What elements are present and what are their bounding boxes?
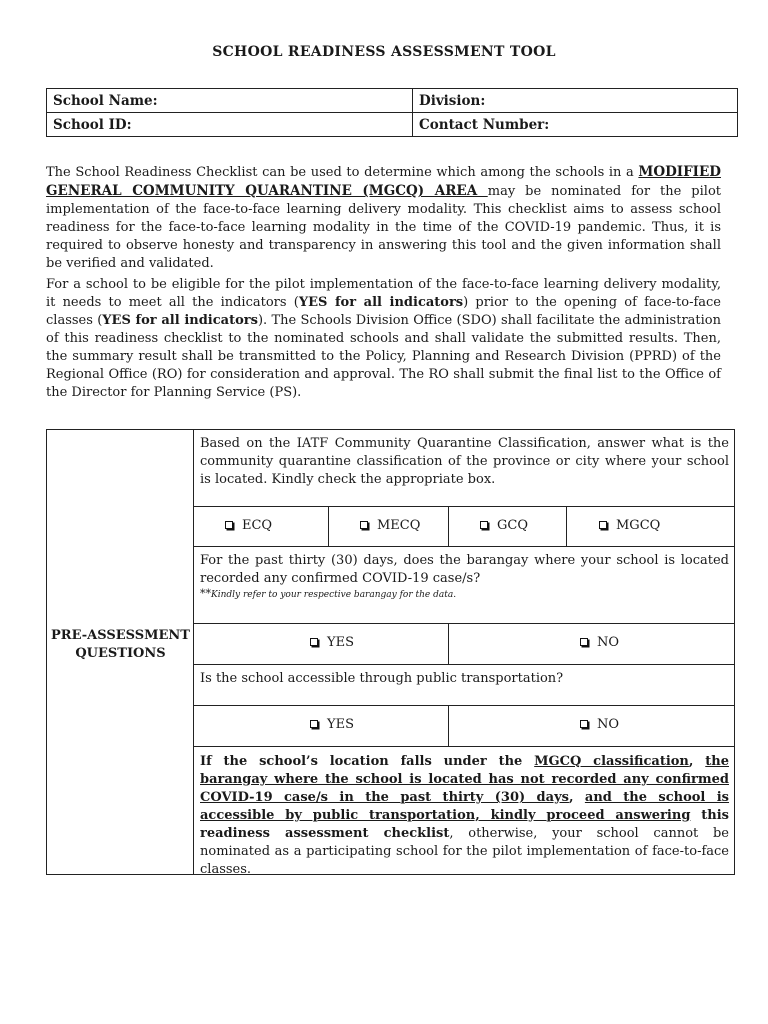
document-title: SCHOOL READINESS ASSESSMENT TOOL <box>212 44 556 60</box>
q3-no-label: NO <box>597 717 620 732</box>
q3-yes-label: YES <box>327 717 354 732</box>
instruction-row <box>194 747 734 876</box>
option-mecq-cell[interactable] <box>329 507 449 546</box>
intro-text-2: may be nominated for the pilot implementation of the face-to-face learning delivery modality. This checklist aims to assess school readiness for the face-to-face learning modality in the time of the COVID-19 pandemic. Thus, it is required to observe honesty and transparency in answering this tool and the given information shall be verified and validated. <box>46 184 721 271</box>
pre-assessment-label: PRE-ASSESSMENT QUESTIONS <box>51 628 190 661</box>
school-name-field[interactable]: School Name: <box>47 89 413 113</box>
question-2-options-row <box>194 624 734 665</box>
q2-no-label: NO <box>597 635 620 650</box>
elig-text-1: For a school to be eligible for the pilot implementation of the face-to-face learning delivery modality, it needs to meet all the indicators ( <box>46 277 721 310</box>
question-2-note: **Kindly refer to your respective barangay for the data. <box>200 587 457 600</box>
question-3-options-row <box>194 706 734 747</box>
option-mgcq-label: MGCQ <box>616 518 661 533</box>
option-mecq-label: MECQ <box>377 518 421 533</box>
q3-yes-cell[interactable] <box>194 706 449 746</box>
question-2-row <box>194 547 734 624</box>
checkbox-icon[interactable] <box>360 521 368 529</box>
q2-yes-cell[interactable] <box>194 624 449 664</box>
question-1-options-row <box>194 507 734 547</box>
instruction-text: If the school’s location falls under the MGCQ classification, the barangay where the school is located has not recorded any confirmed COVID-19 case/s in the past thirty (30) days, and the school is accessible by public transportation, kindly proceed answering this readiness assessment checklist, otherwise, your school cannot be nominated as a participating school for the pilot implementation of face-to-face classes. <box>200 754 730 877</box>
option-mgcq-cell[interactable] <box>567 507 734 546</box>
checkbox-icon[interactable] <box>580 638 588 646</box>
division-field[interactable]: Division: <box>413 89 738 113</box>
q2-no-cell[interactable] <box>449 624 734 664</box>
checkbox-icon[interactable] <box>225 521 233 529</box>
checkbox-icon[interactable] <box>580 720 588 728</box>
school-id-field[interactable]: School ID: <box>47 113 413 137</box>
option-gcq-label: GCQ <box>497 518 528 533</box>
q2-yes-label: YES <box>327 635 354 650</box>
option-gcq-cell[interactable] <box>449 507 567 546</box>
elig-yes-emphasis-2: YES for all indicators <box>102 313 258 328</box>
checkbox-icon[interactable] <box>599 521 607 529</box>
intro-paragraph <box>46 163 721 273</box>
question-3-text: Is the school accessible through public transportation? <box>200 671 564 686</box>
contact-number-field[interactable]: Contact Number: <box>413 113 738 137</box>
school-info-table <box>46 88 738 137</box>
intro-mgcq-emphasis: MODIFIED GENERAL COMMUNITY QUARANTINE (MGCQ) AREA <box>46 164 721 199</box>
intro-text-1: The School Readiness Checklist can be used to determine which among the schools in a <box>46 165 639 180</box>
checkbox-icon[interactable] <box>480 521 488 529</box>
elig-yes-emphasis-1: YES for all indicators <box>298 295 464 310</box>
pre-assessment-table <box>46 429 735 875</box>
elig-text-2: ) prior to the opening of face-to-face classes ( <box>46 295 721 328</box>
checkbox-icon[interactable] <box>310 720 318 728</box>
option-ecq-label: ECQ <box>242 518 273 533</box>
eligibility-paragraph <box>46 276 721 402</box>
pre-assessment-label-cell <box>47 430 194 874</box>
question-1-row <box>194 430 734 507</box>
question-3-row <box>194 665 734 706</box>
question-2-text: For the past thirty (30) days, does the barangay where your school is located recorded any confirmed COVID-19 case/s? <box>200 553 729 586</box>
q3-no-cell[interactable] <box>449 706 734 746</box>
elig-text-3: ). The Schools Division Office (SDO) shall facilitate the administration of this readiness checklist to the nominated schools and shall validate the submitted results. Then, the summary result shall be transmitted to the Policy, Planning and Research Division (PPRD) of the Regional Office (RO) for consideration and approval. The RO shall submit the final list to the Office of the Director for Planning Service (PS). <box>46 313 721 400</box>
question-1-text: Based on the IATF Community Quarantine Classification, answer what is the community quarantine classification of the province or city where your school is located. Kindly check the appropriate box. <box>200 436 729 487</box>
option-ecq-cell[interactable] <box>194 507 329 546</box>
checkbox-icon[interactable] <box>310 638 318 646</box>
